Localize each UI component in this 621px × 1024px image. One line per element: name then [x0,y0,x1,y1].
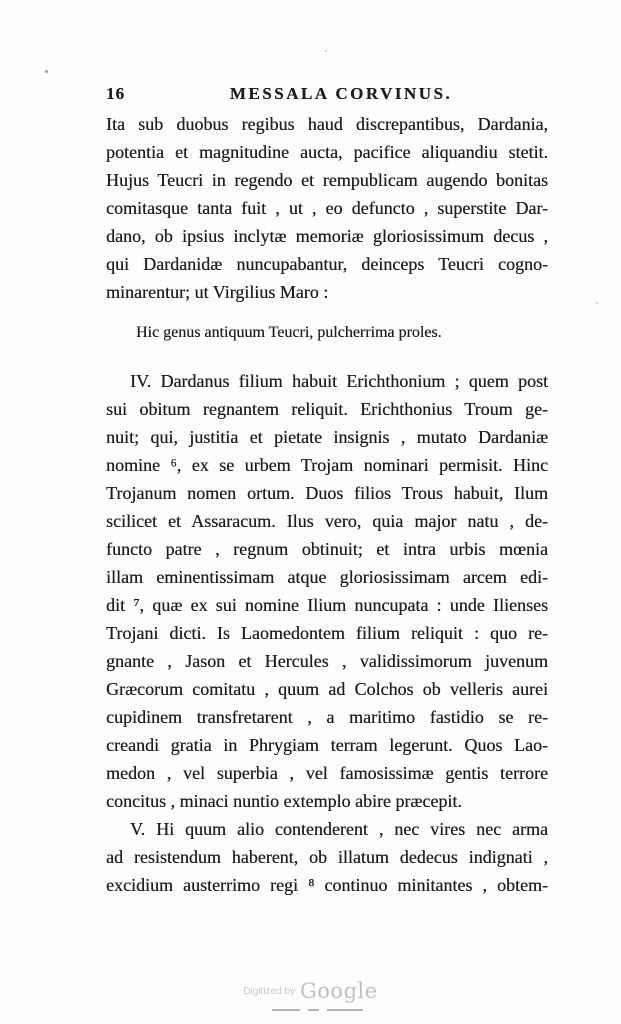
scan-speck [325,50,327,52]
scan-speck [45,70,48,73]
scan-speck [596,302,598,304]
text-line: dano, ob ipsius inclytæ memoriæ gloriosissimum decus , [106,226,548,246]
text-line: IV. Dardanus filium habuit Erichthonium ; quem post [130,371,548,391]
running-header-title: MESSALA CORVINUS. [229,84,453,103]
text-line: minarentur; ut Virgilius Maro : [106,282,329,302]
text-line: Trojanum nomen ortum. Duos filios Trous habuit, Ilum [106,483,548,503]
text-line: concitus , minaci nuntio extemplo abire præcepit. [106,791,462,811]
text-line: dit ⁷, quæ ex sui nomine Ilium nuncupata : unde Ilienses [106,595,548,615]
text-line: excidium austerrimo regi ⁸ continuo minitantes , obtem- [106,875,548,895]
text-line: functo patre , regnum obtinuit; et intra urbis mœnia [106,539,548,559]
text-line: creandi gratia in Phrygiam terram legerunt. Quos Lao- [106,735,548,755]
running-header [106,84,548,106]
text-line: qui Dardanidæ nuncupabantur, deinceps Teucri cogno- [106,254,548,274]
text-line: comitasque tanta fuit , ut , eo defuncto , superstite Dar- [106,198,548,218]
scan-artifact-dashes [272,1009,363,1012]
paragraph-iv [106,367,548,815]
text-line: Ita sub duobus regibus haud discrepantibus, Dardania, [106,114,548,134]
text-line: Hujus Teucri in regendo et rempublicam augendo bonitas [106,170,548,190]
text-line: potentia et magnitudine aucta, pacifice aliquandiu stetit. [106,142,548,162]
text-line: Græcorum comitatu , quum ad Colchos ob velleris aurei [106,679,548,699]
scan-dash [272,1009,300,1011]
text-line: cupidinem transfretarent , a maritimo fastidio se re- [106,707,548,727]
scan-dash [308,1009,319,1011]
verse-quote: Hic genus antiquum Teucri, pulcherrima proles. [136,324,442,341]
text-line: gnante , Jason et Hercules , validissimorum juvenum [106,651,548,671]
text-line: ad resistendum haberent, ob illatum dedecus indignati , [106,847,548,867]
text-line: illam eminentissimam atque gloriosissimam arcem edi- [106,567,548,587]
text-line: sui obitum regnantem reliquit. Erichthonius Troum ge- [106,399,548,419]
paragraph-v [106,815,548,899]
google-watermark [0,979,621,1003]
text-line: scilicet et Assaracum. Ilus vero, quia major natu , de- [106,511,548,531]
text-line: medon , vel superbia , vel famosissimæ gentis terrore [106,763,548,783]
page-number: 16 [106,84,125,103]
text-line: V. Hi quum alio contenderent , nec vires nec arma [130,819,548,839]
text-line: nuit; qui, justitia et pietate insignis , mutato Dardaniæ [106,427,548,447]
text-line: nomine ⁶, ex se urbem Trojam nominari permisit. Hinc [106,455,548,475]
paragraph-continuation [106,110,548,306]
digitized-by-label: Digitized by [243,986,296,997]
text-line: Trojani dicti. Is Laomedontem filium reliquit : quo re- [106,623,548,643]
google-logo: Google [300,979,378,1003]
scan-dash [327,1009,363,1011]
